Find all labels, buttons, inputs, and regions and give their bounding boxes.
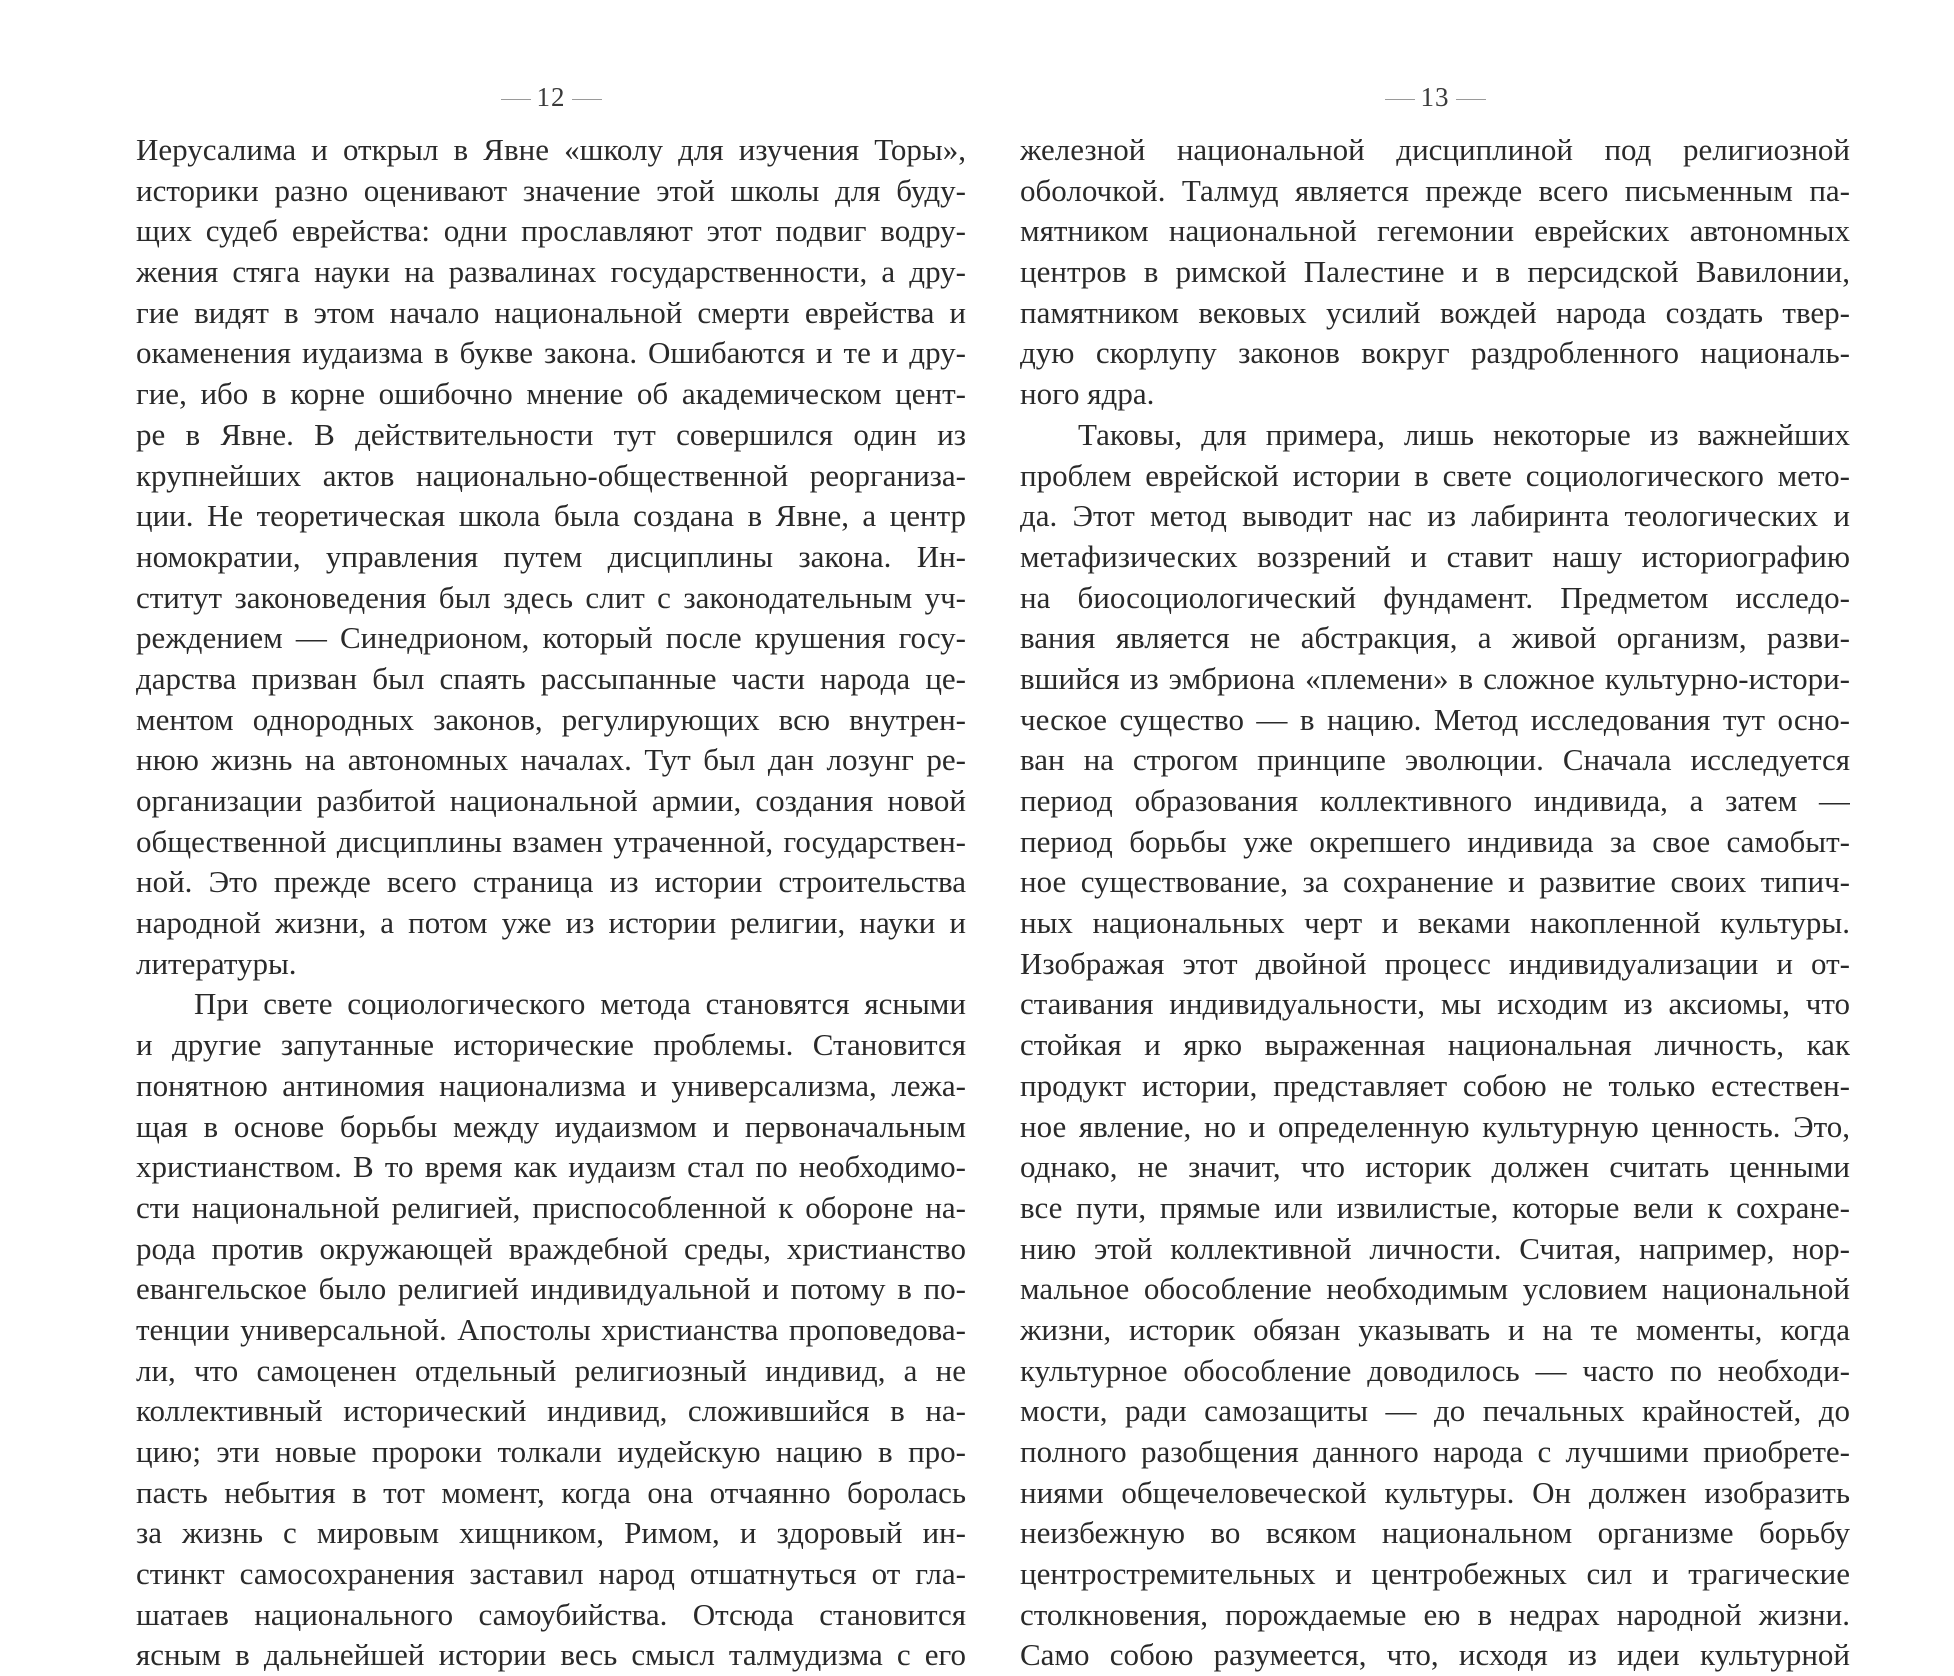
left-page-number: 12 [136,82,966,113]
text-line: ной. Это прежде всего страница из истории строительства [136,864,966,900]
text-line: ниями общечеловеческой культуры. Он должен изобразить [1020,1474,1850,1510]
text-line: мятником национальной гегемонии еврейских автономных [1020,213,1850,249]
right-page-number: 13 [1020,82,1850,113]
text-line: стинкт самосохранения заставил народ отшатнуться от гла- [136,1556,966,1592]
text-line: пасть небытия в тот момент, когда она отчаянно боролась [136,1474,966,1510]
text-line: литературы. [136,945,297,981]
text-line: за жизнь с мировым хищником, Римом, и здоровый ин- [136,1515,966,1551]
text-line: шатаев национального самоубийства. Отсюда становится [136,1596,966,1632]
folio-dash [1385,99,1415,100]
text-line: центров в римской Палестине и в персидской Вавилонии, [1020,254,1850,290]
text-line: ван на строгом принципе эволюции. Сначала исследуется [1020,742,1850,778]
text-line: реждением — Синедрионом, который после крушения госу- [136,620,966,656]
text-line: ное явление, но и определенную культурную ценность. Это, [1020,1108,1850,1144]
text-line: ли, что самоценен отдельный религиозный индивид, а не [136,1352,966,1388]
text-line: и другие запутанные исторические проблемы. Становится [136,1027,966,1063]
text-line: ческое существо — в нацию. Метод исследования тут осно- [1020,701,1850,737]
folio-dash [501,99,531,100]
folio-dash [1456,99,1486,100]
text-line: столкновения, порождаемые ею в недрах народной жизни. [1020,1596,1850,1632]
text-line: период образования коллективного индивида, а затем — [1020,783,1850,818]
text-line: период борьбы уже окрепшего индивида за свое самобыт- [1020,823,1850,859]
text-line: вания является не абстракция, а живой организм, разви- [1020,620,1850,656]
text-line: полного разобщения данного народа с лучшими приобрете- [1020,1434,1850,1469]
text-line: вшийся из эмбриона «племени» в сложное культурно-истори- [1020,660,1850,696]
text-line: рода против окружающей враждебной среды, христианство [136,1230,966,1266]
text-line: на биосоциологический фундамент. Предметом исследо- [1020,579,1850,615]
text-line: гие видят в этом начало национальной смерти еврейства и [136,294,966,330]
text-line: дую скорлупу законов вокруг раздробленного националь- [1020,335,1850,371]
text-line: тенции универсальной. Апостолы христианства проповедова- [136,1311,966,1347]
text-line: ре в Явне. В действительности тут совершился один из [136,416,966,452]
text-line: Само собою разумеется, что, исходя из идеи культурной [1020,1637,1850,1673]
text-line: Изображая этот двойной процесс индивидуализации и от- [1020,945,1850,981]
text-line: крупнейших актов национально-общественной реорганиза- [136,457,966,493]
text-line: ное существование, за сохранение и развитие своих типич- [1020,864,1850,900]
text-line: стаивания индивидуальности, мы исходим из аксиомы, что [1020,986,1850,1022]
left-page-text [136,130,966,1676]
text-line: щих судеб еврейства: одни прославляют этот подвиг водру- [136,213,966,249]
text-line: коллективный исторический индивид, сложившийся в на- [136,1393,966,1429]
right-page [1020,0,1850,1673]
text-line: ных национальных черт и веками накопленной культуры. [1020,905,1850,941]
text-line: При свете социологического метода становятся ясными [194,986,966,1022]
text-line: гие, ибо в корне ошибочно мнение об академическом цент- [136,376,966,412]
text-line: жения стяга науки на развалинах государственности, а дру- [136,254,966,290]
text-line: сти национальной религией, приспособленной к обороне на- [136,1189,966,1225]
text-line: понятною антиномия национализма и универсализма, лежа- [136,1067,966,1103]
text-line: цию; эти новые пророки толкали иудейскую нацию в про- [136,1434,966,1469]
text-line: культурное обособление доводилось — часто по необходи- [1020,1352,1850,1388]
text-line: оболочкой. Талмуд является прежде всего письменным па- [1020,172,1850,208]
text-line: общественной дисциплины взамен утраченной, государствен- [136,823,966,859]
text-line: дарства призван был спаять рассыпанные части народа це- [136,660,966,696]
text-line: ного ядра. [1020,376,1155,412]
text-line: мальное обособление необходимым условием национальной [1020,1271,1850,1307]
text-line: да. Этот метод выводит нас из лабиринта теологических и [1020,498,1850,534]
right-page-text [1020,130,1850,1676]
text-line: организации разбитой национальной армии, создания новой [136,783,966,818]
text-line: жизни, историк обязан указывать и на те моменты, когда [1020,1311,1850,1347]
text-line: Иерусалима и открыл в Явне «школу для изучения Торы», [136,132,966,167]
text-line: все пути, прямые или извилистые, которые вели к сохране- [1020,1189,1850,1225]
text-line: неизбежную во всяком национальном организме борьбу [1020,1515,1850,1551]
text-line: окаменения иудаизма в букве закона. Ошибаются и те и дру- [136,335,966,371]
folio-dash [572,99,602,100]
text-line: ментом однородных законов, регулирующих всю внутрен- [136,701,966,737]
text-line: ясным в дальнейшей истории весь смысл талмудизма с его [136,1637,966,1673]
text-line: проблем еврейской истории в свете социологического мето- [1020,457,1850,493]
text-line: нюю жизнь на автономных началах. Тут был дан лозунг ре- [136,742,966,778]
left-page [136,0,966,1673]
text-line: стойкая и ярко выраженная национальная личность, как [1020,1027,1850,1063]
text-line: мости, ради самозащиты — до печальных крайностей, до [1020,1393,1850,1429]
text-line: метафизических воззрений и ставит нашу историографию [1020,538,1850,574]
text-line: центростремительных и центробежных сил и трагические [1020,1556,1850,1592]
text-line: христианством. В то время как иудаизм стал по необходимо- [136,1149,966,1185]
text-line: нию этой коллективной личности. Считая, например, нор- [1020,1230,1850,1266]
text-line: железной национальной дисциплиной под религиозной [1020,132,1850,167]
text-line: Таковы, для примера, лишь некоторые из важнейших [1078,416,1850,452]
text-line: народной жизни, а потом уже из истории религии, науки и [136,905,966,941]
text-line: однако, не значит, что историк должен считать ценными [1020,1149,1850,1185]
text-line: памятником вековых усилий вождей народа создать твер- [1020,294,1850,330]
text-line: историки разно оценивают значение этой школы для буду- [136,172,966,208]
text-line: продукт истории, представляет собою не только естествен- [1020,1067,1850,1103]
text-line: щая в основе борьбы между иудаизмом и первоначальным [136,1108,966,1144]
text-line: номократии, управления путем дисциплины закона. Ин- [136,538,966,574]
text-line: ции. Не теоретическая школа была создана в Явне, а центр [136,498,966,534]
text-line: ститут законоведения был здесь слит с законодательным уч- [136,579,966,615]
text-line: евангельское было религией индивидуальной и потому в по- [136,1271,966,1307]
